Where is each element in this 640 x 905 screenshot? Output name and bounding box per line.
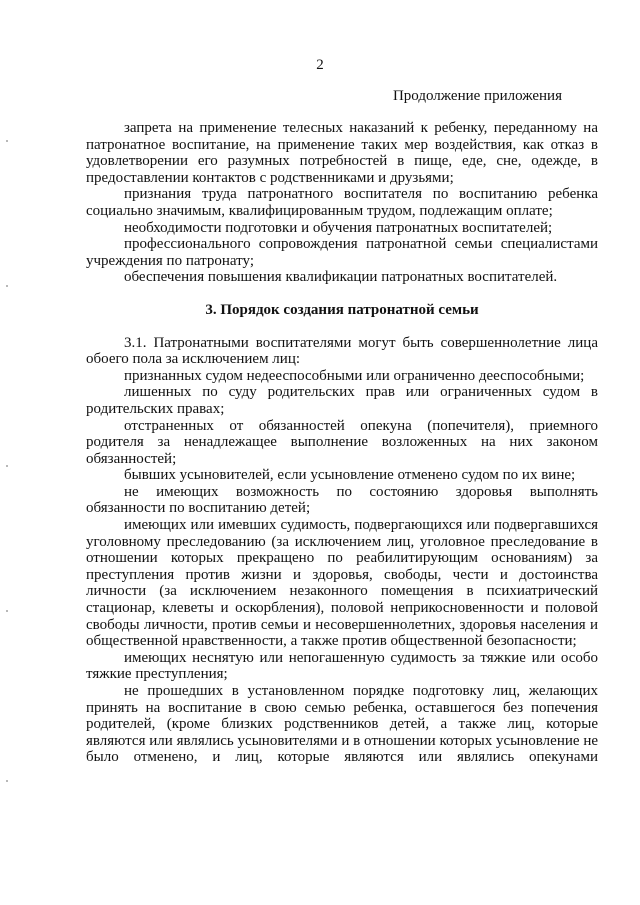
scan-margin-marks <box>6 0 10 905</box>
continuation-label: Продолжение приложения <box>392 88 562 104</box>
page-number: 2 <box>316 57 324 73</box>
section-paragraph: имеющих или имевших судимость, подвергающихся или подвергавшихся уголовному преследованию (за исключением лиц, уголовное преследование в отношении которых прекращено по реабилитирующим основаниям) за преступления против жизни и здоровья, свободы, чести и достоинства личности (за исключением незаконного помещения в психиатрический стационар, клеветы и оскорбления), половой неприкосновенности и половой свободы личности, против семьи и несовершеннолетних, здоровья населения и общественной нравственности, а также против общественной безопасности; <box>86 517 598 650</box>
paragraph: обеспечения повышения квалификации патронатных воспитателей. <box>124 269 558 286</box>
section-paragraph: признанных судом недееспособными или ограниченно дееспособными; <box>124 367 585 384</box>
section-paragraph: не имеющих возможность по состоянию здоровья выполнять обязанности по воспитанию детей; <box>86 483 598 517</box>
section-paragraph: 3.1. Патронатными воспитателями могут быть совершеннолетние лица обоего пола за исключением лиц: <box>86 334 598 368</box>
section-paragraph: отстраненных от обязанностей опекуна (попечителя), приемного родителя за ненадлежащее выполнение возложенных на них законом обязанностей; <box>86 417 598 467</box>
paragraph: необходимости подготовки и обучения патронатных воспитателей; <box>124 219 553 236</box>
paragraph: профессионального сопровождения патронатной семьи специалистами учреждения по патронату; <box>86 236 598 269</box>
section-heading: 3. Порядок создания патронатной семьи <box>205 301 479 318</box>
section-paragraph: бывших усыновителей, если усыновление отменено судом по их вине; <box>124 467 576 484</box>
section-paragraph: имеющих неснятую или непогашенную судимость за тяжкие или особо тяжкие преступления; <box>86 649 598 683</box>
section-paragraph: не прошедших в установленном порядке подготовку лиц, желающих принять на воспитание в свою семью ребенка, оставшегося без попечения родителей, (кроме близких родственников детей, а также лиц, которые являются или являлись усыновителями и в отношении которых усыновление не было отменено, и лиц, которые являются или являлись опекунами <box>86 683 598 766</box>
paragraph: запрета на применение телесных наказаний к ребенку, переданному на патронатное воспитание, на применение таких мер воздействия, как отказ в удовлетворении его разумных потребностей в пище, еде, сне, одежде, в предоставлении контактов с родственниками и друзьями; <box>86 120 598 186</box>
document-body <box>86 120 598 766</box>
paragraph: признания труда патронатного воспитателя по воспитанию ребенка социально значимым, квалифицированным трудом, подлежащим оплате; <box>86 186 598 219</box>
section-paragraph: лишенных по суду родительских прав или ограниченных судом в родительских правах; <box>86 384 598 417</box>
